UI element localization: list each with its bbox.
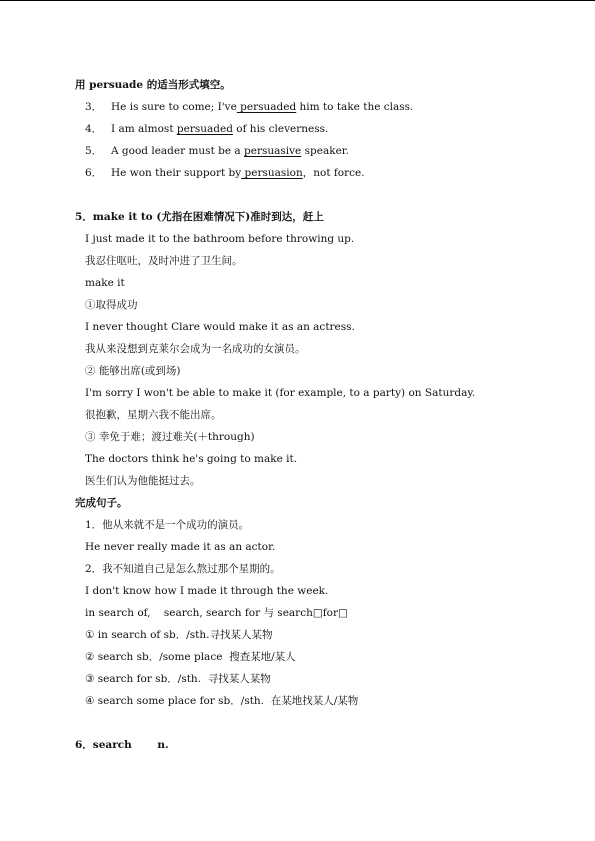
item-number: 3．	[85, 101, 103, 113]
example-translation: 医生们认为他能挺过去。	[85, 475, 201, 487]
example-sentence: I just made it to the bathroom before throwing up.	[85, 233, 355, 245]
exercise-prompt: 2．我不知道自己是怎么熬过那个星期的。	[85, 563, 281, 575]
item-text-before: He is sure to come; I've	[111, 101, 237, 113]
example-translation: 很抱歉，星期六我不能出席。	[85, 409, 222, 421]
persuade-item-3	[85, 100, 413, 114]
persuade-item-5	[85, 144, 349, 158]
search-usage-3: ③ search for sb．/sth. 寻找某人某物	[85, 673, 271, 685]
meaning-2: ② 能够出席(或到场)	[85, 365, 181, 377]
phrase-label: make it	[85, 277, 125, 289]
meaning-1: ①取得成功	[85, 299, 138, 311]
example-translation: 我从来没想到克莱尔会成为一名成功的女演员。	[85, 343, 306, 355]
item-answer: persuaded	[236, 101, 297, 113]
example-sentence: I never thought Clare would make it as an actress.	[85, 321, 355, 333]
search-noun-heading: 6．search n.	[75, 739, 169, 751]
item-text-after: him to take the class.	[296, 101, 414, 113]
item-number: 4．	[85, 123, 103, 135]
persuade-item-4	[85, 122, 328, 136]
item-answer: persuasion	[241, 167, 303, 179]
item-text-after: ，not force.	[302, 167, 365, 179]
example-sentence: I'm sorry I won't be able to make it (for example, to a party) on Saturday.	[85, 387, 476, 399]
item-text-after: speaker.	[301, 145, 349, 157]
item-answer: persuaded	[176, 123, 233, 135]
item-text-before: A good leader must be a	[111, 145, 245, 157]
persuade-item-6	[85, 166, 365, 180]
item-number: 6．	[85, 167, 103, 179]
page-top-border	[0, 0, 595, 1]
persuade-heading: 用 persuade 的适当形式填空。	[75, 79, 231, 91]
search-usage-1: ① in search of sb．/sth.寻找某人某物	[85, 629, 273, 641]
example-sentence: The doctors think he's going to make it.	[85, 453, 298, 465]
make-it-heading: 5．make it to (尤指在困难情况下)准时到达，赶上	[75, 211, 324, 223]
exercise-answer: I don't know how I made it through the week.	[85, 585, 329, 597]
search-usage-2: ② search sb．/some place 搜查某地/某人	[85, 651, 296, 663]
item-number: 5．	[85, 145, 103, 157]
search-usage-4: ④ search some place for sb．/sth. 在某地找某人/某物	[85, 695, 359, 707]
complete-sentences-heading: 完成句子。	[75, 497, 128, 509]
item-text-before: He won their support by	[111, 167, 242, 179]
exercise-prompt: 1．他从来就不是一个成功的演员。	[85, 519, 250, 531]
meaning-3: ③ 幸免于难；渡过难关(＋through)	[85, 431, 255, 443]
item-answer: persuasive	[244, 145, 302, 157]
example-translation: 我忍住呕吐，及时冲进了卫生间。	[85, 255, 243, 267]
item-text-after: of his cleverness.	[232, 123, 329, 135]
item-text-before: I am almost	[111, 123, 177, 135]
search-comparison: in search of, search, search for 与 search□for□	[85, 607, 348, 619]
exercise-answer: He never really made it as an actor.	[85, 541, 276, 553]
